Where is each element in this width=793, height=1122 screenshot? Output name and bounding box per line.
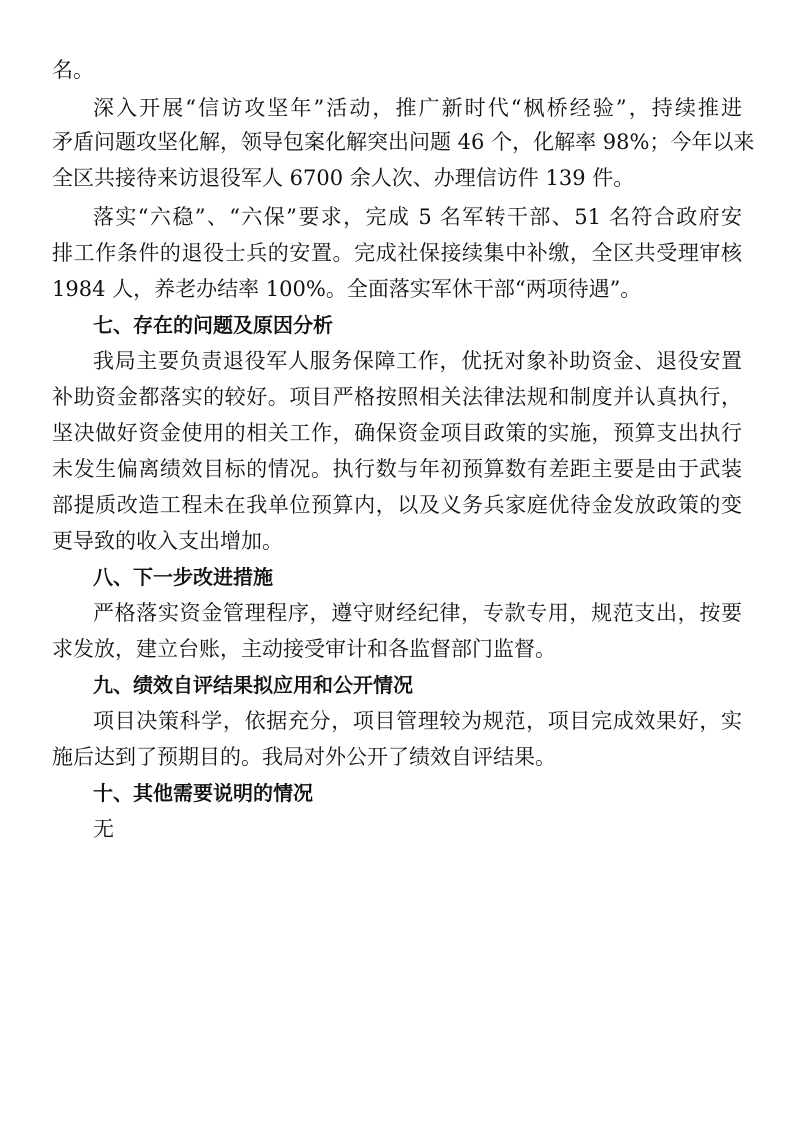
text-line: 施后达到了预期目的。我局对外公开了绩效自评结果。	[52, 745, 556, 769]
paragraph-first-line: 无	[93, 817, 114, 841]
section-heading: 九、绩效自评结果拟应用和公开情况	[93, 673, 413, 697]
text-line: 补助资金都落实的较好。项目严格按照相关法律法规和制度并认真执行，	[52, 385, 742, 409]
text-line: 部提质改造工程未在我单位预算内，以及义务兵家庭优待金发放政策的变	[52, 493, 742, 517]
paragraph-first-line: 项目决策科学，依据充分，项目管理较为规范，项目完成效果好，实	[93, 709, 742, 733]
paragraph-first-line: 深入开展“信访攻坚年”活动，推广新时代“枫桥经验”，持续推进	[93, 96, 742, 120]
text-line: 排工作条件的退役士兵的安置。完成社保接续集中补缴，全区共受理审核	[52, 241, 742, 265]
paragraph-first-line: 严格落实资金管理程序，遵守财经纪律，专款专用，规范支出，按要	[93, 601, 742, 625]
text-line: 1984 人，养老办结率 100%。全面落实军休干部“两项待遇”。	[52, 277, 642, 301]
section-heading: 八、下一步改进措施	[93, 565, 273, 589]
text-line: 名。	[52, 58, 94, 82]
paragraph-first-line: 落实“六稳”、“六保”要求，完成 5 名军转干部、51 名符合政府安	[93, 205, 742, 229]
text-line: 全区共接待来访退役军人 6700 余人次、办理信访件 139 件。	[52, 166, 635, 190]
paragraph-first-line: 我局主要负责退役军人服务保障工作，优抚对象补助资金、退役安置	[93, 349, 742, 373]
text-line: 坚决做好资金使用的相关工作，确保资金项目政策的实施，预算支出执行	[52, 421, 742, 445]
section-heading: 七、存在的问题及原因分析	[93, 313, 333, 337]
section-heading: 十、其他需要说明的情况	[93, 781, 313, 805]
text-line: 更导致的收入支出增加。	[52, 529, 283, 553]
text-line: 矛盾问题攻坚化解，领导包案化解突出问题 46 个，化解率 98%；今年以来	[52, 130, 755, 154]
text-line: 未发生偏离绩效目标的情况。执行数与年初预算数有差距主要是由于武装	[52, 457, 742, 481]
text-line: 求发放，建立台账，主动接受审计和各监督部门监督。	[52, 637, 556, 661]
